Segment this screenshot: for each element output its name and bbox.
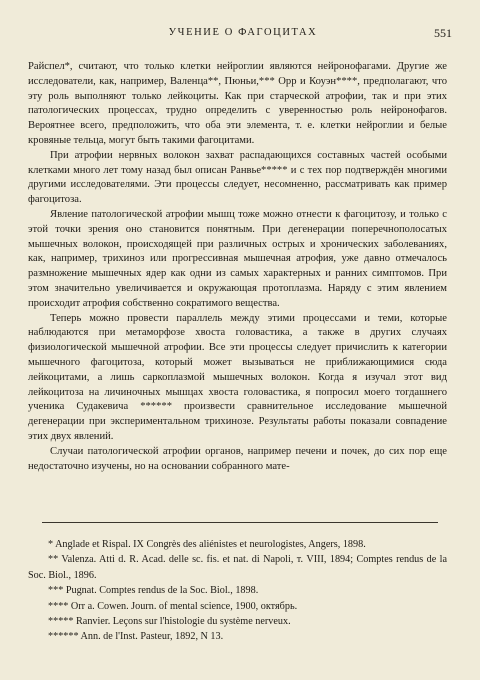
footnote-5: ***** Ranvier. Leçons sur l'histologie du système nerveux. xyxy=(48,616,291,628)
page-number: 551 xyxy=(434,26,452,40)
paragraph-2: При атрофии нервных волокон захват распадающихся составных частей особыми клетками много лет тому назад был описан Ранвье***** и с тех пор подтверждён многими другими исследователями. Эти процессы следует, несомненно, рассматривать как пример фагоцитоза. xyxy=(28,149,447,206)
footnote-1: * Anglade et Rispal. IX Congrès des aliénistes et neurologistes, Angers, 1898. xyxy=(48,539,366,550)
paragraph-3: Явление патологической атрофии мышц тоже можно отнести к фагоцитозу, и только с этой точки зрения оно становится понятным. При дегенерации поперечнополосатых мышечных волокон, происходящей при различных острых и хронических заболеваниях, как, например, трихиноз или прогрессивная мышечная атрофия, уже давно отмечалось размножение мышечных ядер как одни из самых характерных и ранних симптомов. При этом значительно увеличивается и окружающая протоплазма. Наряду с этим явлением происходит атрофия собственно сократимого вещества. xyxy=(28,208,447,309)
footnote-separator xyxy=(42,522,438,523)
footnotes xyxy=(28,537,447,645)
paragraph-4: Теперь можно провести параллель между этими процессами и теми, которые наблюдаются при метаморфозе хвоста головастика, а также в других случаях физиологической мышечной атрофии. Все эти процессы следует причислить к категории мышечного фагоцитоза, который может вызываться не приближающимися сюда лейкоцитами, а лишь саркоплазмой мышечных волокон. Когда я изучал этот вид лейкоцитоза на личиночных мышцах хвоста головастика, я попросил моего тогдашнего ученика Судакевича ****** произвести сравнительное исследование мышечной дегенерации при экспериментальном трихинозе. Результаты работы показали совпадение этих двух явлений. xyxy=(28,312,447,442)
body-text xyxy=(28,60,447,474)
footnote-2: ** Valenza. Atti d. R. Acad. delle sc. fis. et nat. di Napoli, т. VIII, 1894; Comptes rendus de la Soc. Biol., 1896. xyxy=(28,554,447,581)
paragraph-5: Случаи патологической атрофии органов, например печени и почек, до сих пор еще недостаточно изучены, но на основании собранного мате- xyxy=(28,445,447,472)
footnote-3: *** Pugnat. Comptes rendus de la Soc. Biol., 1898. xyxy=(48,585,259,597)
footnote-6: ****** Ann. de l'Inst. Pasteur, 1892, N 13. xyxy=(48,631,224,643)
page-header xyxy=(34,27,452,43)
footnote-4: **** Orr a. Cowen. Journ. of mental science, 1900, октябрь. xyxy=(48,600,298,612)
paragraph-1: Райспел*, считают, что только клетки нейроглии являются нейронофагами. Другие же исследователи, как, например, Валенца**, Пюньи,*** Орр и Коуэн****, предполагают, что эту роль выполняют только лейкоциты. Как при старческой атрофии, так и при этих патологических процессах, трудно определить с уверенностью роль нейронофагов. Вероятнее всего, предположить, что оба эти элемента, т. е. клетки нейроглии и белые кровяные тельца, могут быть такими фагоцитами. xyxy=(28,61,447,146)
running-title: УЧЕНИЕ О ФАГОЦИТАХ xyxy=(168,27,318,38)
